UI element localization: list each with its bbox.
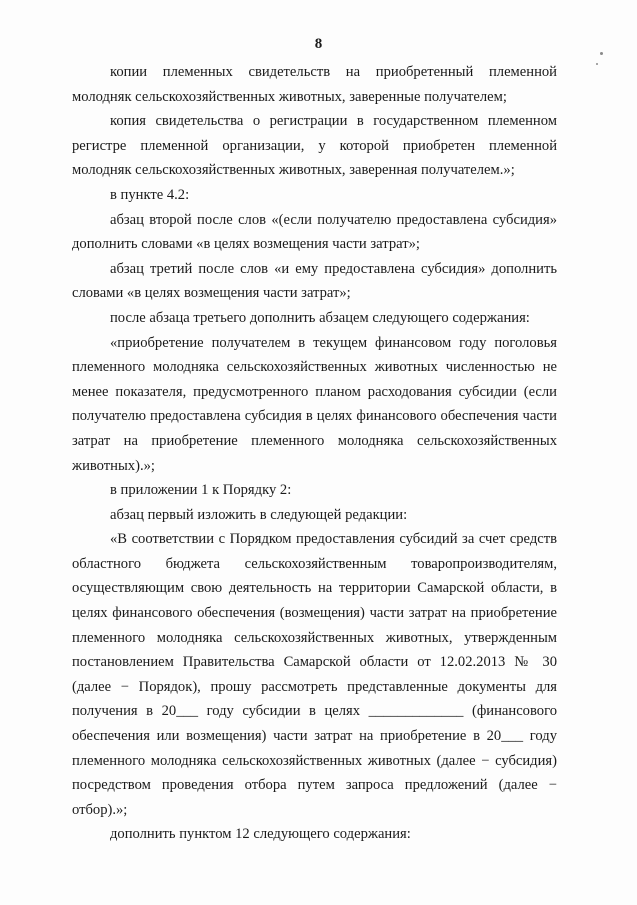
document-body <box>72 60 557 847</box>
paragraph: копии племенных свидетельств на приобретенный племенной молодняк сельскохозяйственных животных, заверенные получателем; <box>72 64 557 105</box>
paragraph: после абзаца третьего дополнить абзацем следующего содержания: <box>110 309 530 326</box>
paragraph: «приобретение получателем в текущем финансовом году поголовья племенного молодняка сельскохозяйственных животных численностью не менее показателя, предусмотренного планом расходования субсидии (если получателю предоставлена субсидия в целях финансового обеспечения части затрат на приобретение племенного молодняка сельскохозяйственных животных).»; <box>72 334 557 474</box>
paragraph: «В соответствии с Порядком предоставления субсидий за счет средств областного бюджета сельскохозяйственным товаропроизводителям, осуществляющим свою деятельность на территории Самарской области, в целях финансового обеспечения (возмещения) части затрат на приобретение племенного молодняка сельскохозяйственных животных, утвержденным постановлением Правительства Самарской области от 12.02.2013 № 30 (далее − Порядок), прошу рассмотреть представленные документы для получения в 20___ году субсидии в целях _____________ (финансового обеспечения или возмещения) части затрат на приобретение в 20___ году племенного молодняка сельскохозяйственных животных (далее − субсидия) посредством проведения отбора путем запроса предложений (далее − отбор).»; <box>72 531 557 818</box>
page-number: 8 <box>314 36 323 52</box>
paragraph: в пункте 4.2: <box>110 186 190 203</box>
scan-speck <box>596 63 598 65</box>
paragraph: абзац третий после слов «и ему предоставлена субсидия» дополнить словами «в целях возмещения части затрат»; <box>72 260 557 302</box>
paragraph: абзац первый изложить в следующей редакции: <box>110 506 408 523</box>
paragraph: абзац второй после слов «(если получателю предоставлена субсидия» дополнить словами «в целях возмещения части затрат»; <box>72 211 557 253</box>
scan-speck <box>600 52 603 55</box>
paragraph: дополнить пунктом 12 следующего содержания: <box>110 826 411 843</box>
paragraph: в приложении 1 к Порядку 2: <box>110 482 292 499</box>
paragraph: копия свидетельства о регистрации в государственном племенном регистре племенной организации, у которой приобретен племенной молодняк сельскохозяйственных животных, заверенная получателем.»; <box>72 113 557 179</box>
